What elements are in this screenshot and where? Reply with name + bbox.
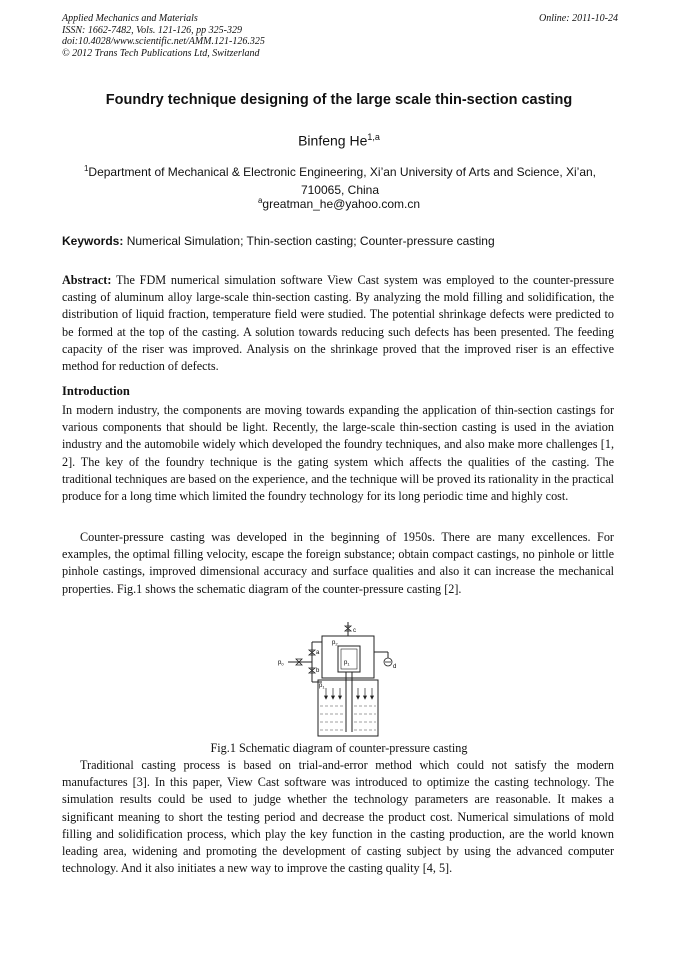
email-address: greatman_he@yahoo.com.cn: [262, 197, 421, 211]
affiliation-line2: 710065, China: [300, 183, 380, 197]
label-a: a: [316, 650, 320, 656]
email-superscript: a: [257, 196, 263, 205]
email-line: [0, 196, 678, 211]
doi-line: doi:10.4028/www.scientific.net/AMM.121-126.325: [62, 36, 265, 47]
label-p2: $p_2$: [332, 640, 338, 647]
label-d: d: [393, 664, 397, 670]
lower-chamber: [318, 680, 378, 736]
abstract-text: The FDM numerical simulation software View Cast system was employed to the counter-pressure casting of aluminum alloy large-scale thin-section casting. By analyzing the mold filling and solidification, the distribution of liquid fraction, temperature field were studied. The potential shrinkage defects were predicted to be formed at the top of the casting. A solution towards reducing such defects has been presented. The feeding capacity of the riser was improved. Analysis on the shrinkage proved that the improved riser is an effective method for reduction of defects.: [62, 273, 614, 374]
keywords-text: Numerical Simulation; Thin-section casting; Counter-pressure casting: [123, 234, 495, 248]
introduction-paragraph-2: Counter-pressure casting was developed in the beginning of 1950s. There are many excellences. For examples, the optimal filling velocity, escape the foreign substance; obtain compact castings, no pinhole or little pinhole castings, improved dimensional accuracy and surface qualities and also it can increase the mechanical properties. Fig.1 shows the schematic diagram of the counter-pressure casting [2].: [62, 530, 614, 596]
label-p0: $p_0$: [278, 660, 284, 667]
online-date: Online: 2011-10-24: [539, 13, 618, 24]
author-line: [0, 132, 678, 149]
journal-name: Applied Mechanics and Materials: [62, 13, 198, 24]
figure-caption: Fig.1 Schematic diagram of counter-pressure casting: [210, 741, 468, 755]
affiliation-line1: Department of Mechanical & Electronic Engineering, Xi’an University of Arts and Science, Xi’an,: [88, 165, 597, 179]
issn-line: ISSN: 1662-7482, Vols. 121-126, pp 325-329: [62, 24, 242, 36]
affiliation: [64, 160, 616, 199]
introduction-paragraph-3: Traditional casting process is based on trial-and-error method which could not satisfy the modern manufactures [3]. In this paper, View Cast software was introduced to optimize the casting technology. The simulation results could be used to judge whether the technology parameters are reasonable. It makes a significant meaning to short the testing period and decrease the product cost. Numerical simulations of mold filling and solidification process, which play the key function in the casting production, are the world known leading area, widening and promoting the development of casting subject by using the advanced computer technology. And it also initiates a new way to improve the casting quality [4, 5].: [62, 758, 614, 876]
abstract-label: Abstract:: [62, 273, 112, 287]
introduction-heading: Introduction: [62, 384, 130, 398]
affiliation-superscript: 1: [83, 164, 89, 173]
introduction-paragraph-1: In modern industry, the components are moving towards expanding the application of thin-section castings for various components that should be light. Recently, the large-scale thin-section casting is used in the aviation industry and the automobile widely which developed the foundry techniques, and also make more challenges [1, 2]. The key of the foundry technique is the gating system which affects the qualities of the casting. The traditional techniques are based on the experience, and the technique will be proved its rationality in the practical produce for a long time which limited the foundry technology for its long periodic time and highly cost.: [62, 403, 614, 504]
label-c: c: [353, 628, 356, 634]
label-b: b: [316, 668, 320, 674]
abstract: [62, 272, 614, 375]
author-name: Binfeng He: [298, 132, 368, 149]
journal-header: [62, 13, 618, 59]
label-p-lower: $p_1$: [319, 683, 325, 690]
copyright-line: © 2012 Trans Tech Publications Ltd, Switzerland: [62, 47, 260, 59]
label-p1: $p_1$: [344, 660, 350, 667]
author-superscript: 1,a: [367, 132, 380, 142]
keywords: [62, 234, 618, 248]
counter-pressure-casting-figure: [278, 622, 408, 738]
keywords-label: Keywords:: [62, 234, 124, 248]
paper-title: Foundry technique designing of the large scale thin-section casting: [105, 92, 573, 108]
